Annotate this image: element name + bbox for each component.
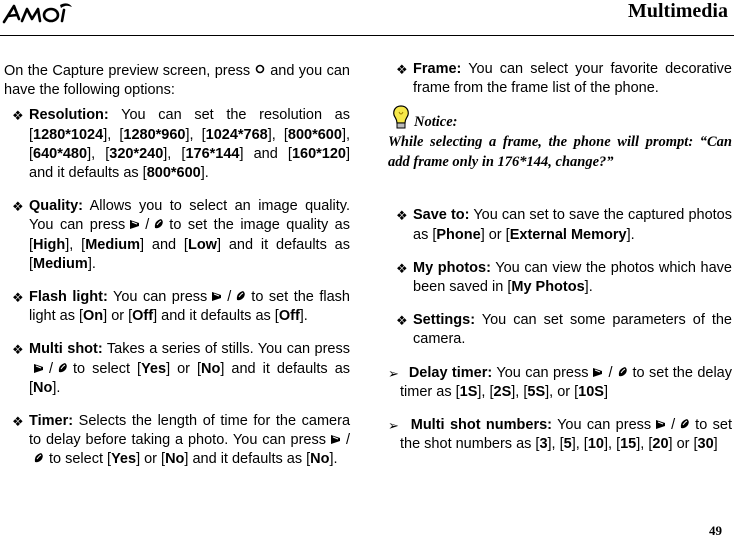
intro: On the Capture preview screen, press and you can have the following options: [4,63,350,99]
right-softkey-icon [678,417,692,431]
left-softkey-icon [128,217,142,231]
diamond-bullet-icon: ❖ [396,62,408,77]
left-softkey-icon [210,289,224,303]
diamond-bullet-icon: ❖ [12,199,24,215]
right-softkey-icon [234,289,248,303]
left-softkey-icon [32,361,46,375]
saveto-item: ❖ Save to: You can set to save the captured photos as [Phone] or [External Memory]. [396,207,732,243]
multishot-item: ❖ Multi shot: Takes a series of stills. You can press/ to select [Yes] or [No] and it defaults as [No]. [12,341,351,396]
multi-shot-numbers-item: ➢ Multi shot numbers: You can press / to set the shot numbers as [3], [5], [10], [15], [20] or [30] [388,417,732,453]
arrow-bullet-icon: ➢ [388,418,399,434]
settings-item: ❖ Settings: You can set some parameters of the camera. [396,312,732,348]
right-column [388,60,732,468]
diamond-bullet-icon: ❖ [396,313,408,329]
flash-item: ❖ Flash light: You can press / to set the flash light as [On] or [Off] and it defaults as [Off]. [12,289,350,325]
resolution-item: ❖ Resolution: You can set the resolution as [1280*1024], [1280*960], [1024*768], [800*600], [640*480], [320*240], [176*144] and [160*120] and it defaults as [800*600]. [12,107,350,182]
frame-item: ❖ Frame: You can select your favorite decorative frame from the frame list of the phone. [396,61,732,97]
left-softkey-icon [654,417,668,431]
right-softkey-icon [56,361,70,375]
left-softkey-icon [329,432,343,446]
page-title: Multimedia [628,0,728,22]
right-softkey-icon [152,217,166,231]
arrow-bullet-icon: ➢ [388,365,399,381]
timer-item: ❖ Timer: Selects the length of time for the camera to delay before taking a photo. You can press /to select [Yes] or [No] and it defaults as [No]. [12,413,351,468]
amoi-logo [2,2,74,24]
right-softkey-icon [32,451,46,465]
header-rule [0,35,734,36]
diamond-bullet-icon: ❖ [12,290,24,306]
diamond-bullet-icon: ❖ [12,414,24,430]
lightbulb-icon [390,102,412,134]
diamond-bullet-icon: ❖ [12,342,24,358]
diamond-bullet-icon: ❖ [12,108,24,124]
diamond-bullet-icon: ❖ [396,208,408,224]
right-softkey-icon [616,365,630,379]
myphotos-item: ❖ My photos: You can view the photos which have been saved in [My Photos]. [396,259,732,296]
circle-icon [253,63,267,77]
notice-text: While selecting a frame, the phone will prompt: “Can add frame only in 176*144, change?” [388,134,732,171]
page-number: 49 [709,523,722,538]
left-softkey-icon [591,365,605,379]
diamond-bullet-icon: ❖ [396,260,408,276]
delay-timer-item: ➢ Delay timer: You can press / to set the delay timer as [1S], [2S], [5S], or [10S] [388,364,732,400]
left-column [4,62,350,484]
quality-item: ❖ Quality: Allows you to select an image quality. You can press / to set the image quality as [High], [Medium] and [Low] and it defaults as [Medium]. [12,198,350,272]
notice-title: Notice: [414,114,458,131]
notice-box [388,112,732,172]
